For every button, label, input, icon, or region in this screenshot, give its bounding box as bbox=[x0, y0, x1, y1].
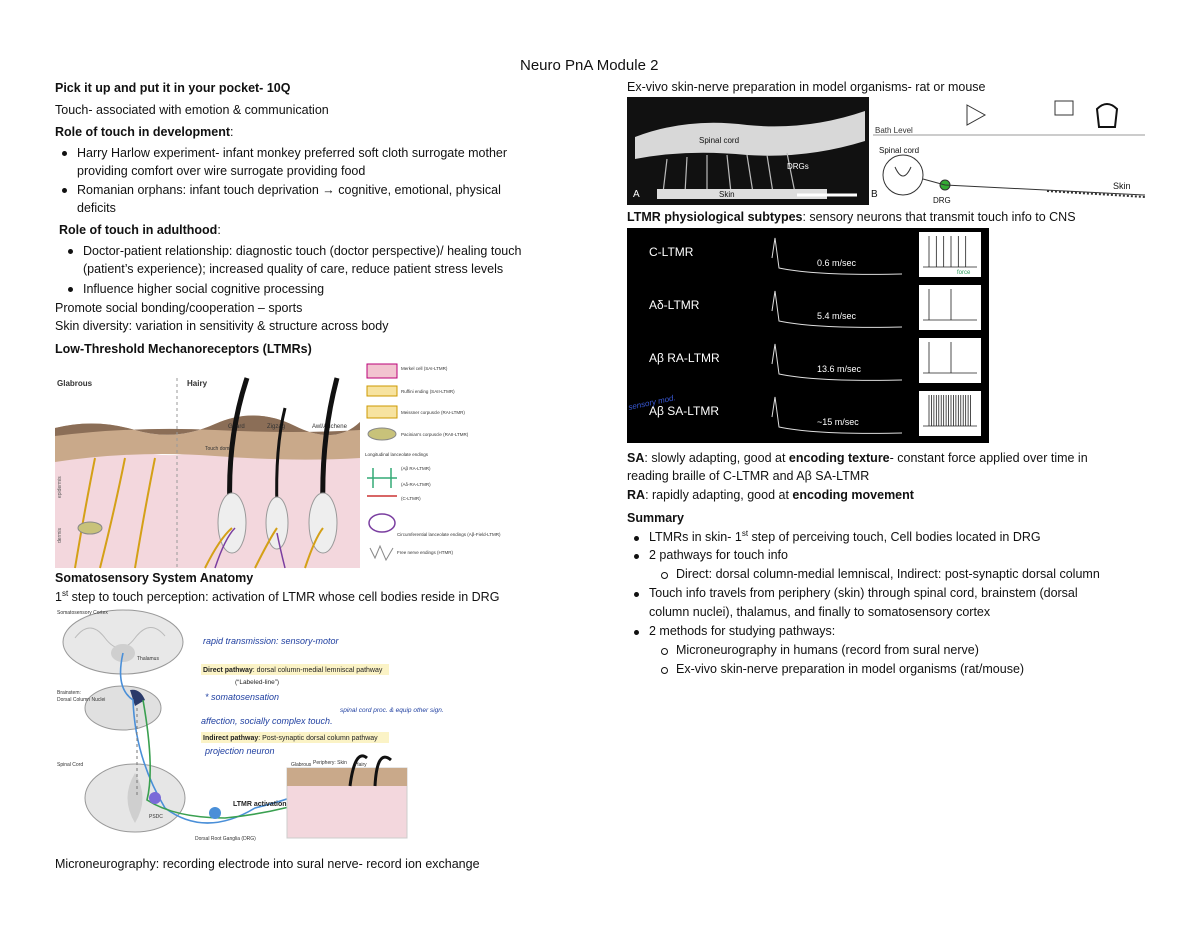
legend-circumferential: Circumferential lanceolate endings (Aβ-Field-LTMR) bbox=[397, 532, 501, 537]
note-rapid: rapid transmission: sensory-motor bbox=[203, 636, 339, 646]
skin-label-a: Skin bbox=[719, 190, 735, 199]
romanian-line-2: deficits bbox=[77, 201, 116, 215]
thalamus-label: Thalamus bbox=[137, 656, 159, 662]
romanian-line-1: Romanian orphans: infant touch deprivation → cognitive, emotional, physical bbox=[77, 183, 501, 197]
somatosensory-pathway-figure bbox=[55, 608, 444, 855]
bath-level-label: Bath Level bbox=[875, 126, 913, 135]
subtypes-heading: LTMR physiological subtypes bbox=[627, 210, 803, 224]
adulthood-heading-line: Role of touch in adulthood: bbox=[59, 223, 221, 237]
ltmr-row-speed: ~15 m/sec bbox=[817, 417, 859, 427]
bullet bbox=[62, 151, 67, 156]
bullet bbox=[634, 536, 639, 541]
first-step-line: 1st step to touch perception: activation of LTMR whose cell bodies reside in DRG bbox=[55, 588, 500, 604]
microneurography-line: Microneurography: recording electrode into sural nerve- record ion exchange bbox=[55, 857, 480, 871]
spinal-cord-label: Spinal Cord bbox=[57, 762, 84, 768]
sub-bullet bbox=[661, 667, 668, 674]
development-heading: Role of touch in development bbox=[55, 125, 231, 139]
summary-4b: Ex-vivo skin-nerve preparation in model organisms (rat/mouse) bbox=[676, 662, 1025, 676]
periphery-label: Periphery: Skin bbox=[313, 760, 347, 766]
bullet bbox=[62, 188, 67, 193]
development-heading-line: Role of touch in development: bbox=[55, 125, 234, 139]
ltmr-row-response-box bbox=[919, 232, 981, 277]
touch-dome-label: Touch dome bbox=[205, 446, 233, 452]
legend-free-nerve: Free nerve endings (HTMR) bbox=[397, 550, 454, 555]
ltmr-row-trace bbox=[772, 397, 902, 433]
doctor-line-2: (patient’s experience); increased quality of care, reduce patient stress levels bbox=[83, 262, 504, 276]
page-title: Neuro PnA Module 2 bbox=[520, 57, 659, 74]
legend-merkel: Merkel cell (SAI-LTMR) bbox=[401, 366, 448, 371]
summary-3-line-1: Touch info travels from periphery (skin) through spinal cord, brainstem (dorsal bbox=[649, 586, 1078, 600]
brainstem-label: Brainstem: bbox=[57, 690, 81, 696]
bullet bbox=[634, 592, 639, 597]
drg-label-b: DRG bbox=[933, 196, 951, 205]
ltmr-skin-figure bbox=[55, 358, 501, 568]
summary-1: LTMRs in skin- 1st step of perceiving touch, Cell bodies located in DRG bbox=[649, 528, 1041, 544]
summary-4: 2 methods for studying pathways: bbox=[649, 624, 836, 638]
harlow-line-2: providing comfort over wire surrogate providing food bbox=[77, 164, 366, 178]
ltmr-row-speed: 0.6 m/sec bbox=[817, 258, 857, 268]
legend-abeta-ra: (Aβ RA-LTMR) bbox=[401, 466, 431, 471]
awl-label: Awl/Auchene bbox=[312, 424, 347, 430]
doctor-line-1: Doctor-patient relationship: diagnostic touch (doctor perspective)/ healing touch bbox=[83, 244, 522, 258]
dermis-label: dermis bbox=[57, 527, 63, 543]
legend-ruffini: Ruffini ending (SAII-LTMR) bbox=[401, 389, 455, 394]
ltmr-row-speed: 5.4 m/sec bbox=[817, 311, 857, 321]
spinal-cord-label-a: Spinal cord bbox=[699, 136, 740, 145]
direct-pathway-label: Direct pathway: dorsal column-medial lemniscal pathway bbox=[203, 667, 383, 674]
summary-3-line-2: column nuclei), thalamus, and finally to somatosensory cortex bbox=[649, 605, 991, 619]
dcn-label: Dorsal Column Nuclei bbox=[57, 697, 106, 703]
bullet bbox=[634, 554, 639, 559]
ltmr-row-speed: 13.6 m/sec bbox=[817, 364, 862, 374]
note-spinal-cord-proc: spinal cord proc. & equip other sign. bbox=[340, 707, 444, 714]
ltmr-row-name: Aβ SA-LTMR bbox=[649, 404, 720, 418]
sub-bullet bbox=[661, 648, 668, 655]
ltmr-heading: Low-Threshold Mechanoreceptors (LTMRs) bbox=[55, 342, 312, 356]
indirect-pathway-label: Indirect pathway: Post-synaptic dorsal column pathway bbox=[203, 735, 378, 742]
ltmr-row-response-box bbox=[919, 338, 981, 383]
touch-emotion-line: Touch- associated with emotion & communication bbox=[55, 103, 329, 117]
legend-c-ltmr: (C-LTMR) bbox=[401, 496, 421, 501]
epidermis-label: epidermis bbox=[57, 476, 63, 498]
skin-label-b: Skin bbox=[1113, 181, 1131, 191]
summary-heading: Summary bbox=[627, 511, 684, 525]
note-projection-neuron: projection neuron bbox=[205, 746, 275, 756]
panel-b-label: B bbox=[871, 189, 878, 200]
ltmr-row-trace bbox=[772, 344, 902, 380]
ltmr-row-response-box bbox=[919, 285, 981, 330]
summary-4a: Microneurography in humans (record from sural nerve) bbox=[676, 643, 979, 657]
sub-bullet bbox=[661, 572, 668, 579]
subtypes-line: LTMR physiological subtypes: sensory neurons that transmit touch info to CNS bbox=[627, 210, 1076, 224]
panel-a-label: A bbox=[633, 189, 640, 200]
ltmr-row-name: C-LTMR bbox=[649, 245, 694, 259]
adulthood-heading: Role of touch in adulthood bbox=[59, 223, 218, 237]
spinal-cord-label-b: Spinal cord bbox=[879, 146, 920, 155]
bullet bbox=[68, 287, 73, 292]
legend-pacinian: Pacinian's corpuscle (RAII-LTMR) bbox=[401, 432, 469, 437]
zigzag-label: Zigzag bbox=[267, 424, 286, 430]
legend-longitudinal: Longitudinal lanceolate endings bbox=[365, 452, 429, 457]
inset-glabrous-label: Glabrous bbox=[291, 762, 312, 768]
heading-pocket: Pick it up and put it in your pocket- 10Q bbox=[55, 81, 291, 95]
summary-2: 2 pathways for touch info bbox=[649, 548, 788, 562]
inset-hairy-label: Hairy bbox=[355, 762, 367, 768]
somatosensory-heading: Somatosensory System Anatomy bbox=[55, 571, 254, 585]
sa-line-1: SA: slowly adapting, good at encoding texture- constant force applied over time in bbox=[627, 451, 1088, 465]
ltmr-row-name: Aβ RA-LTMR bbox=[649, 351, 720, 365]
force-note: force bbox=[957, 270, 971, 276]
ltmr-row-trace bbox=[772, 291, 902, 327]
ltmr-traces-figure bbox=[627, 228, 989, 443]
exvivo-line: Ex-vivo skin-nerve preparation in model organisms- rat or mouse bbox=[627, 80, 986, 94]
handwritten-note: sensory mod. bbox=[627, 393, 677, 412]
drg-label: Dorsal Root Ganglia (DRG) bbox=[195, 836, 256, 842]
summary-2a: Direct: dorsal column-medial lemniscal, Indirect: post-synaptic dorsal column bbox=[676, 567, 1100, 581]
skin-diversity-line: Skin diversity: variation in sensitivity & structure across body bbox=[55, 319, 389, 333]
labeled-line-label: (“Labeled-line”) bbox=[235, 679, 280, 686]
exvivo-prep-figure bbox=[627, 97, 1145, 205]
cortex-label: Somatosensory Cortex bbox=[57, 610, 108, 616]
sa-line-2: reading braille of C-LTMR and Aβ SA-LTMR bbox=[627, 469, 870, 483]
glabrous-label: Glabrous bbox=[57, 379, 93, 388]
ra-line: RA: rapidly adapting, good at encoding movement bbox=[627, 488, 914, 502]
harlow-line-1: Harry Harlow experiment- infant monkey preferred soft cloth surrogate mother bbox=[77, 146, 508, 160]
legend-meissner: Meissner corpuscle (RAI-LTMR) bbox=[401, 410, 465, 415]
note-somatosensation: * somatosensation bbox=[205, 692, 280, 702]
social-bonding-line: Promote social bonding/cooperation – sports bbox=[55, 301, 303, 315]
legend-adelta: (Aδ-RA-LTMR) bbox=[401, 482, 431, 487]
note-affection: affection, socially complex touch. bbox=[201, 716, 333, 726]
bullet bbox=[68, 249, 73, 254]
ltmr-activation-label: LTMR activation bbox=[233, 801, 287, 808]
bullet bbox=[634, 630, 639, 635]
hairy-label: Hairy bbox=[187, 379, 208, 388]
ltmr-row-name: Aδ-LTMR bbox=[649, 298, 700, 312]
psdc-label: PSDC bbox=[149, 814, 163, 820]
ltmr-row-response-box bbox=[919, 391, 981, 436]
ltmr-row-trace bbox=[772, 238, 902, 274]
guard-label: Guard bbox=[228, 424, 245, 430]
influence-line: Influence higher social cognitive processing bbox=[83, 282, 325, 296]
drgs-label: DRGs bbox=[787, 162, 809, 171]
